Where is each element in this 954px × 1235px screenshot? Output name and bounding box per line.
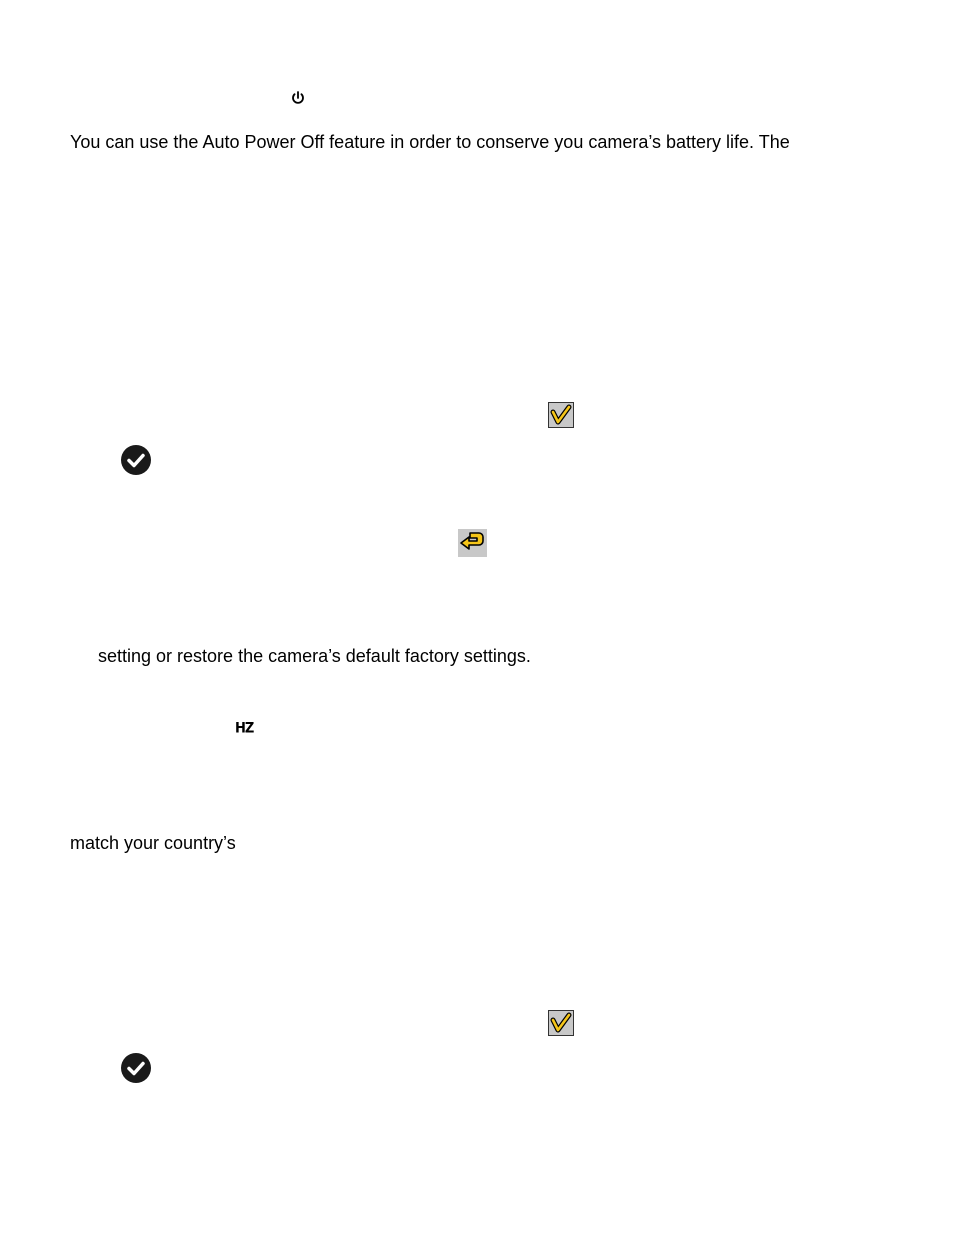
frequency-fragment-text: match your country’s [70, 833, 236, 853]
circle-check-icon [120, 1052, 152, 1084]
checkbox-check-icon [548, 402, 574, 428]
auto-power-intro-text: You can use the Auto Power Off feature in order to conserve you camera’s battery life. The [70, 132, 790, 152]
reset-tail-text: setting or restore the camera’s default factory settings. [98, 646, 531, 666]
return-arrow-icon [458, 529, 487, 557]
hz-icon: HZ [235, 720, 254, 737]
checkbox-check-icon [548, 1010, 574, 1036]
circle-check-icon [120, 444, 152, 476]
power-icon [290, 90, 306, 106]
